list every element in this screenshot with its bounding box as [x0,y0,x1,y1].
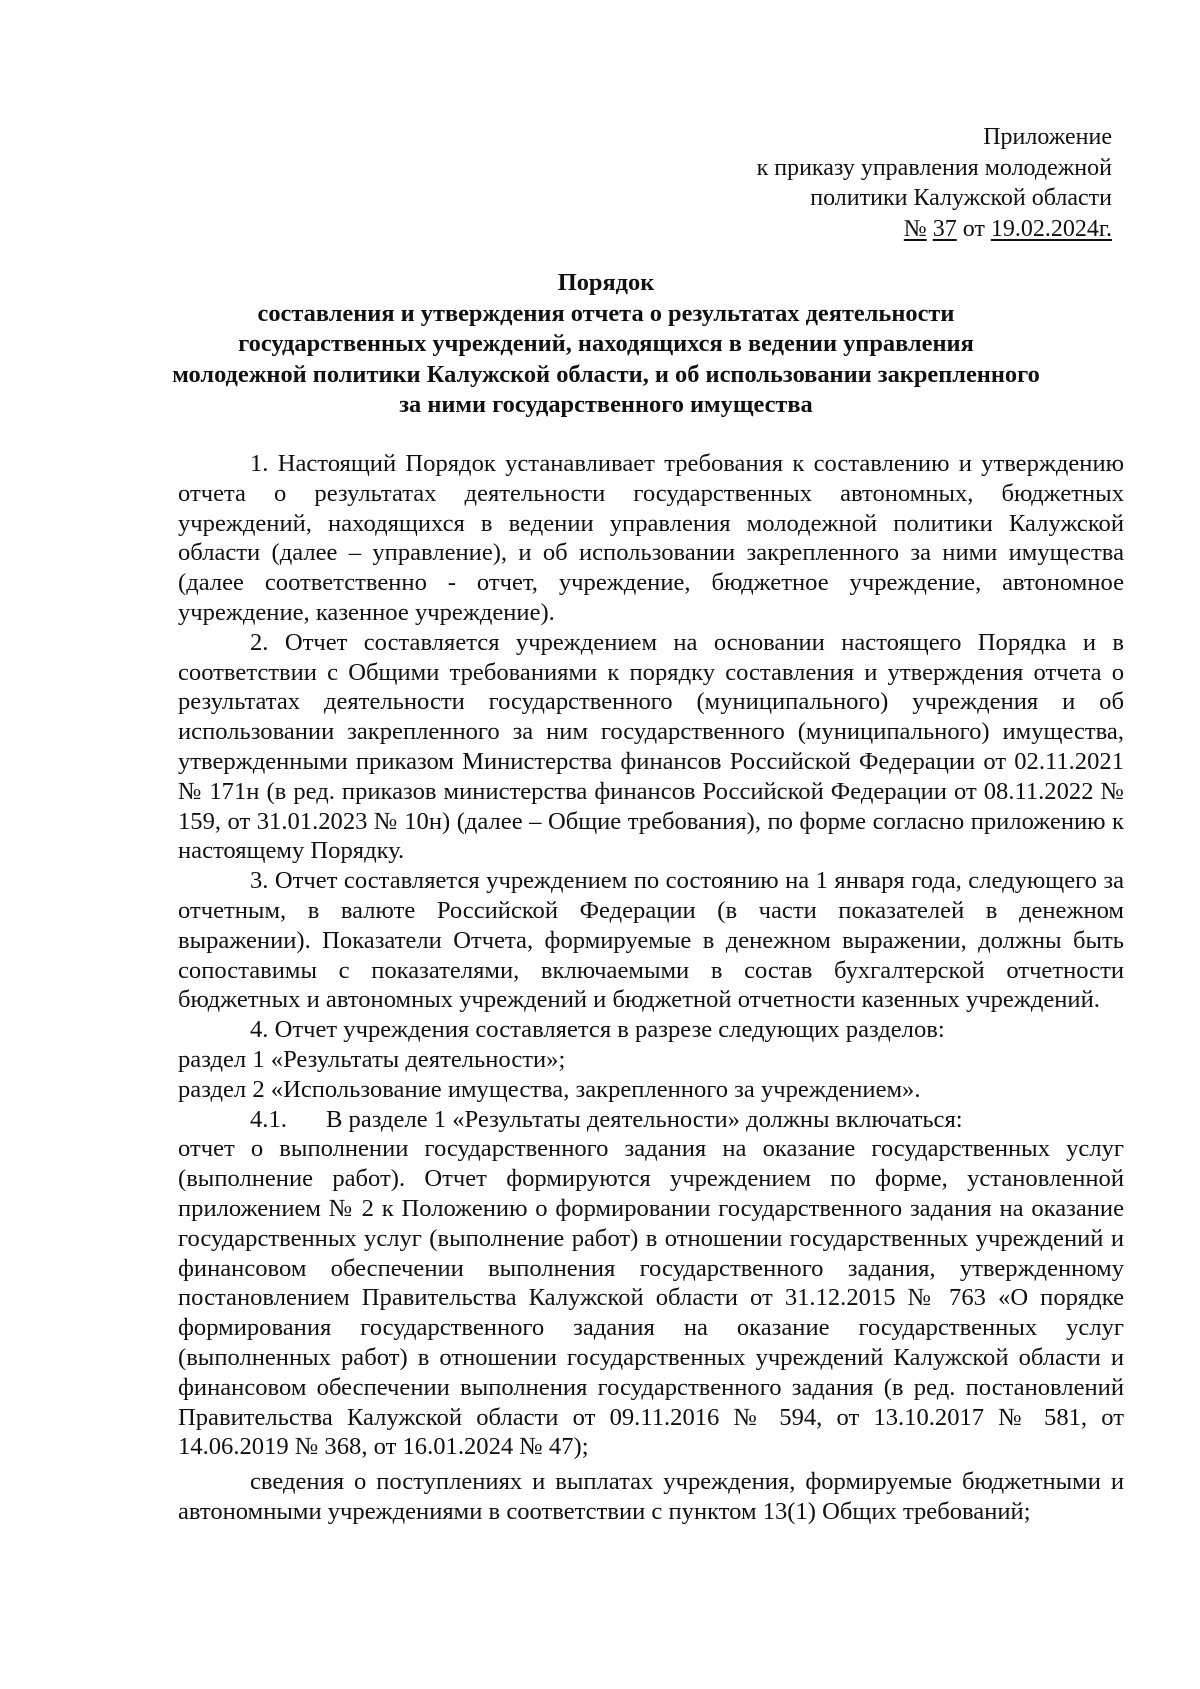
paragraph-4-1-item-2: сведения о поступлениях и выплатах учреждения, формируемые бюджетными и автономными учреждениями в соответствии с пунктом 13(1) Общих требований; [178,1468,1124,1525]
paragraph-4: 4. Отчет учреждения составляется в разрезе следующих разделов: [250,1016,945,1044]
order-number-prefix: № [903,215,927,242]
attachment-block [757,122,1112,244]
paragraph-4-1-text: В разделе 1 «Результаты деятельности» должны включаться: [326,1105,963,1133]
order-date-prefix: от [962,215,985,242]
attachment-org: политики Калужской области [810,185,1112,211]
title-line-4: за ними государственного имущества [399,391,813,418]
document-title [150,268,1062,421]
attachment-order-ref: к приказу управления молодежной [756,154,1112,181]
paragraph-4-1-number: 4.1. [250,1105,287,1133]
paragraph-4-1-item-1: отчет о выполнении государственного задания на оказание государственных услуг (выполнение работ). Отчет формируются учреждением по форме, установленной приложением № 2 к Положению о формировании государственного задания на оказание государственных услуг (выполнение работ) в отношении государственных учреждений и финансовом обеспечении выполнения государственного задания, утвержденному постановлением Правительства Калужской области от 31.12.2015 № 763 «О порядке формирования государственного задания на оказание государственных услуг (выполненных работ) в отношении государственных учреждений Калужской области и финансовом обеспечении выполнения государственного задания (в ред. постановлений Правительства Калужской области от 09.11.2016 № 594, от 13.10.2017 № 581, от 14.06.2019 № 368, от 16.01.2024 № 47); [178,1135,1124,1461]
title-line-1: составления и утверждения отчета о результатах деятельности [257,299,955,327]
section-2-item: раздел 2 «Использование имущества, закрепленного за учреждением». [178,1075,921,1103]
attachment-title: Приложение [983,124,1112,150]
document-body [178,449,1124,1527]
paragraph-1: 1. Настоящий Порядок устанавливает требования к составлению и утверждению отчета о результатах деятельности государственных автономных, бюджетных учреждений, находящихся в ведении управления молодежной политики Калужской области (далее – управление), и об использовании закрепленного за ними имущества (далее соответственно - отчет, учреждение, бюджетное учреждение, автономное учреждение, казенное учреждение). [178,450,1124,626]
title-heading: Порядок [557,269,655,296]
section-1-item: раздел 1 «Результаты деятельности»; [178,1045,566,1073]
paragraph-2: 2. Отчет составляется учреждением на основании настоящего Порядка и в соответствии с Общими требованиями к порядку составления и утверждения отчета о результатах деятельности государственного (муниципального) учреждения и об использовании закрепленного за ним государственного (муниципального) имущества, утвержденными приказом Министерства финансов Российской Федерации от 02.11.2021 № 171н (в ред. приказов министерства финансов Российской Федерации от 08.11.2022 № 159, от 31.01.2023 № 10н) (далее – Общие требования), по форме согласно приложению к настоящему Порядку. [178,628,1124,865]
title-line-2: государственных учреждений, находящихся в ведении управления [238,330,974,357]
attachment-number-date [757,214,1112,245]
order-number: 37 [932,215,957,242]
paragraph-4-1 [178,1105,1124,1135]
order-date: 19.02.2024г. [990,215,1112,242]
paragraph-3: 3. Отчет составляется учреждением по состоянию на 1 января года, следующего за отчетным, в валюте Российской Федерации (в части показателей в денежном выражении). Показатели Отчета, формируемые в денежном выражении, должны быть сопоставимы с показателями, включаемыми в состав бухгалтерской отчетности бюджетных и автономных учреждений и бюджетной отчетности казенных учреждений. [178,867,1124,1014]
title-line-3: молодежной политики Калужской области, и об использовании закрепленного [172,360,1040,388]
